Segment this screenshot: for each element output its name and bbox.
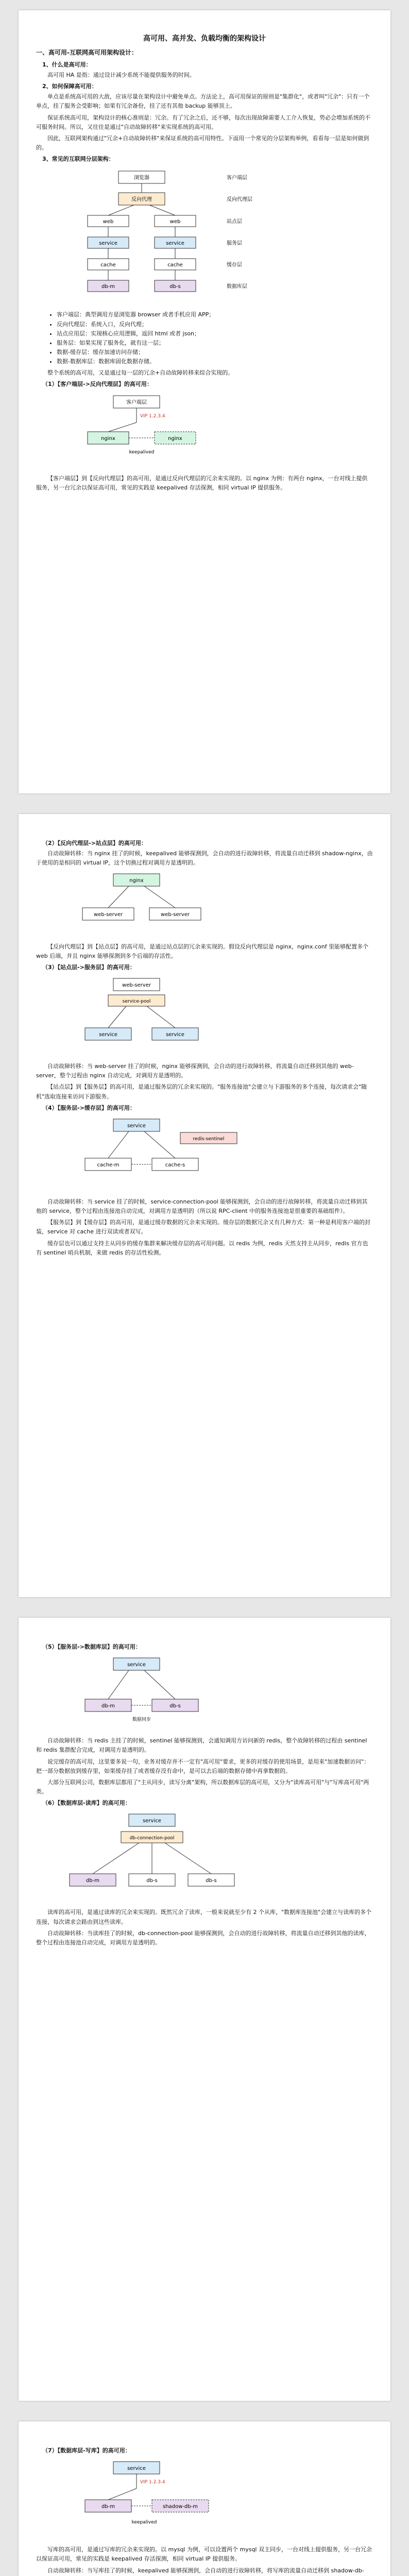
svg-text:keepalived: keepalived <box>131 2520 157 2526</box>
write-db-keepalived-diagram <box>57 2460 373 2540</box>
svg-text:db-s: db-s <box>206 1878 217 1884</box>
svg-text:客户端层: 客户端层 <box>126 399 147 405</box>
subsection-heading: （2）【反向代理层->站点层】的高可用： <box>42 840 147 846</box>
subsection-heading: （4）【服务层->缓存层】的高可用： <box>42 1104 135 1111</box>
svg-text:数据库层: 数据库层 <box>227 284 247 290</box>
paragraph: 自动故障转移：当 redis 主挂了的时候，sentinel 能够探测到，会通知调用方访问新的 redis，整个故障转移的过程由 sentinel 和 redis 集群配合完成，对调用方是透明的。 <box>36 1737 367 1754</box>
layered-architecture-diagram <box>57 168 373 305</box>
svg-text:cache: cache <box>167 262 183 268</box>
svg-text:缓存层: 缓存层 <box>227 262 242 268</box>
svg-text:VIP 1.2.3.4: VIP 1.2.3.4 <box>140 2480 165 2485</box>
document-title: 高可用、高并发、负载均衡的架构设计 <box>143 35 266 43</box>
svg-text:VIP 1.2.3.4: VIP 1.2.3.4 <box>140 413 165 419</box>
service-pool-diagram <box>57 976 373 1057</box>
paragraph: 保证系统高可用，架构设计的核心准则是：冗余。有了冗余之后，还不够，每次出现故障需要人工介入恢复，势必会增加系统的不可服务时间。所以，又往往是通过"自动故障转移"来实现系统的高可用。 <box>36 114 370 130</box>
subsection-heading: （6）【数据库层-读库】的高可用： <box>42 1800 131 1807</box>
paragraph: 自动故障转移：当读库挂了的时候，db-connection-pool 能够探测到，会自动的进行故障转移，将流量自动迁移到其他的读库，整个过程由连接池自动完成，对调用方是透明的。 <box>36 1929 370 1946</box>
svg-text:db-s: db-s <box>169 1703 181 1709</box>
svg-text:web-server: web-server <box>161 912 190 918</box>
svg-text:service: service <box>127 1123 146 1129</box>
node-label: 浏览器 <box>134 175 149 181</box>
paragraph: 【反向代理层】到【站点层】的高可用，是通过站点层的冗余来实现的。假设反向代理层是 nginx，nginx.conf 里能够配置多个 web 后端，并且 nginx 能够探测到多个后端的存活性。 <box>36 943 369 959</box>
paragraph: 高可用 HA 是指：通过设计减少系统不能提供服务的时间。 <box>47 72 195 79</box>
db-master-slave-diagram <box>57 1656 373 1731</box>
svg-text:cache-s: cache-s <box>165 1162 185 1168</box>
svg-text:站点层: 站点层 <box>227 219 242 225</box>
svg-text:nginx: nginx <box>168 435 182 442</box>
svg-text:service: service <box>166 241 184 247</box>
svg-text:web-server: web-server <box>94 912 123 918</box>
svg-text:客户端层: 客户端层 <box>227 175 247 181</box>
read-db-pool-diagram <box>57 1812 373 1903</box>
svg-text:反向代理: 反向代理 <box>131 197 152 203</box>
svg-text:redis-sentinel: redis-sentinel <box>193 1136 225 1142</box>
paragraph: 自动故障转移：当写库挂了的时候，keepalived 能够探测到，会自动的进行故障转移，将写库的流量自动迁移到 shadow-db- <box>47 2567 364 2574</box>
paragraph: 【站点层】到【服务层】的高可用，是通过服务层的冗余来实现的。"服务连接池"会建立与下游服务的多个连接，每次请求会"随机"选取连接来访问下游服务。 <box>36 1083 367 1100</box>
svg-text:shadow-db-m: shadow-db-m <box>163 2504 198 2510</box>
svg-text:nginx: nginx <box>101 435 115 442</box>
bullet-list: • 客户端层：典型调用方是浏览器 browser 或者手机应用 APP； • 反向代理层：系统入口，反向代理； • 站点应用层：实现核心应用逻辑，返回 html 或者 json； • 服务层：如果实现了服务化，就有这一层； • 数据-缓存层：缓存加速访问存储； • 数据-数据库层：数据库固化数据存储。 <box>36 310 373 366</box>
svg-text:db-m: db-m <box>101 284 115 290</box>
paragraph: 自动故障转移：当 service 挂了的时候，service-connection-pool 能够探测到，会自动的进行故障转移，将流量自动迁移到其他的 service，整个过程由连接池自动完成，对调用方是透明的（所以说 RPC-client 中的服务连接池是很重要的基础组件）。 <box>36 1198 368 1215</box>
svg-text:service: service <box>166 1031 184 1038</box>
document-page-2 <box>19 814 390 1597</box>
paragraph: 大部分互联网公司，数据库层都用了"主从同步，读写分离"架构，所以数据库层的高可用，又分为"读库高可用"与"写库高可用"两类。 <box>36 1778 369 1795</box>
svg-text:反向代理层: 反向代理层 <box>227 197 252 203</box>
document-page-4 <box>19 2421 390 2576</box>
subsection-heading: （1）【客户端层->反向代理层】的高可用： <box>42 381 152 388</box>
svg-text:web: web <box>103 219 114 225</box>
svg-text:web: web <box>169 219 181 225</box>
subsection-heading: 3、常见的互联网分层架构： <box>42 156 114 163</box>
svg-text:db-m: db-m <box>101 1703 115 1709</box>
document-page-1 <box>19 10 390 793</box>
paragraph: 因此，互联网架构通过"冗余+自动故障转移"来保证系统的高可用特性。下面用一个常见的分层架构举例，看看每一层是如何做到的。 <box>36 134 369 151</box>
svg-text:服务层: 服务层 <box>227 241 242 247</box>
svg-text:service: service <box>99 241 117 247</box>
paragraph: 【客户端层】到【反向代理层】的高可用，是通过反向代理层的冗余来实现的。以 nginx 为例：有两台 nginx，一台对线上提供服务，另一台冗余以保证高可用，常见的实践是 keepalived 存活探测，相同 virtual IP 提供服务。 <box>36 474 368 491</box>
svg-text:service: service <box>143 1818 161 1824</box>
paragraph: 整个系统的高可用，又是通过每一层的冗余+自动故障转移来综合实现的。 <box>47 369 234 377</box>
svg-text:db-m: db-m <box>101 2504 115 2510</box>
nginx-web-diagram <box>57 872 373 937</box>
svg-text:db-s: db-s <box>169 284 181 290</box>
subsection-heading: （3）【站点层->服务层】的高可用： <box>42 963 135 971</box>
svg-text:nginx: nginx <box>129 878 144 884</box>
document-page-3 <box>19 1618 390 2401</box>
paragraph: 写库的高可用，是通过写库的冗余来实现的。以 mysql 为例，可以设置两个 mysql 双主同步，一台对线上提供服务，另一台冗余以保证高可用，常见的实践是 keepalived 存活探测，相同 virtual IP 提供服务。 <box>36 2546 372 2563</box>
section-heading-high-availability: 一、高可用-互联网高可用架构设计： <box>36 49 138 57</box>
paragraph: 说完缓存的高可用，这里要多说一句，业务对缓存并不一定有"高可用"要求，更多的对缓存的使用场景，是用来"加速数据访问"：把一部分数据放到缓存里，如果缓存挂了或者缓存没有命中，是可以去后端的数据存储中再拿数据的。 <box>36 1758 370 1774</box>
paragraph: 读库的高可用，是通过读库的冗余来实现的。既然冗余了读库，一般来说就至少有 2 个从库，"数据库连接池"会建立与读库的多个连接，每次请求会路由到这些读库。 <box>36 1909 372 1925</box>
svg-text:web-server: web-server <box>122 982 151 988</box>
svg-text:db-m: db-m <box>86 1878 100 1884</box>
svg-text:service-pool: service-pool <box>122 998 151 1004</box>
subsection-heading: 1、什么是高可用： <box>42 61 92 68</box>
svg-text:db-connection-pool: db-connection-pool <box>129 1836 175 1841</box>
svg-text:service: service <box>127 2466 146 2472</box>
paragraph: 自动故障转移：当 web-server 挂了的时候，nginx 能够探测到，会自动的进行故障转移，将流量自动迁移到其他的 web-server，整个过程由 nginx 自动完成，对调用方是透明的。 <box>36 1063 354 1079</box>
svg-text:db-s: db-s <box>146 1878 158 1884</box>
svg-text:service: service <box>99 1031 117 1038</box>
paragraph: 自动故障转移：当 nginx 挂了的时候，keepalived 能够探测到，会自动的进行故障转移，将流量自动迁移到 shadow-nginx，由于使用的是相同的 virtual IP，这个切换过程对调用方是透明的。 <box>36 850 373 867</box>
svg-text:keepalived: keepalived <box>129 449 155 455</box>
paragraph: 【服务层】到【缓存层】的高可用，是通过缓存数据的冗余来实现的。缓存层的数据冗余又有几种方式：第一种是利用客户端的封装，service 对 cache 进行双读或者双写。 <box>36 1219 370 1235</box>
subsection-heading: （5）【服务层->数据库层】的高可用： <box>42 1643 141 1650</box>
paragraph: 单点是系统高可用的大敌，应该尽量在架构设计中避免单点。方法论上，高可用保证的原则是"集群化"，或者叫"冗余"：只有一个单点，挂了服务会受影响；如果有冗余备份，挂了还有其他 backup 能够顶上。 <box>36 93 370 110</box>
paragraph: 缓存层也可以通过支持主从同步的缓存集群来解决缓存层的高可用问题。以 redis 为例，redis 天然支持主从同步，redis 官方也有 sentinel 哨兵机制，来做 redis 的存活性检测。 <box>36 1240 368 1256</box>
subsection-heading: 2、如何保障高可用： <box>42 83 97 90</box>
svg-text:数据同步: 数据同步 <box>132 1717 151 1723</box>
svg-text:service: service <box>127 1662 146 1668</box>
subsection-heading: （7）【数据库层-写库】的高可用： <box>42 2447 131 2454</box>
svg-text:cache-m: cache-m <box>97 1162 120 1168</box>
redis-sentinel-diagram <box>57 1117 373 1192</box>
nginx-keepalived-diagram <box>57 394 373 469</box>
svg-text:cache: cache <box>100 262 116 268</box>
